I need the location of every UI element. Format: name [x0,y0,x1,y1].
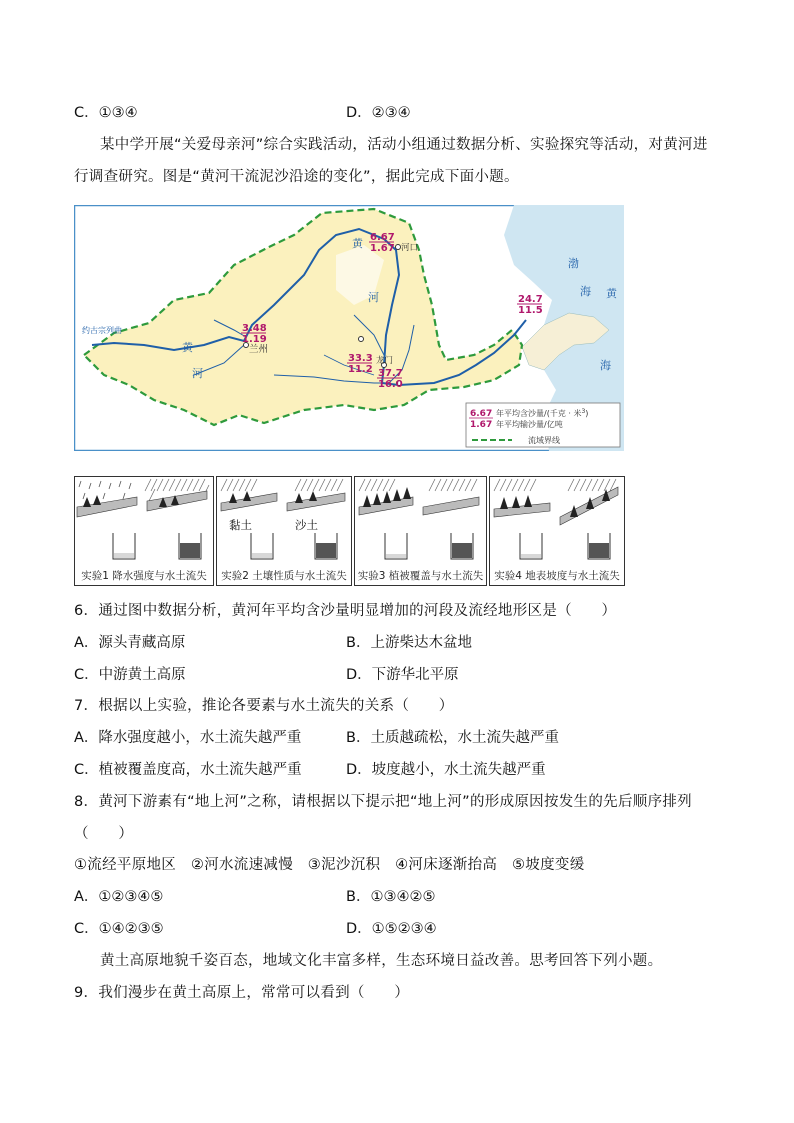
q8-steps: ①流经平原地区 ②河水流速减慢 ③泥沙沉积 ④河床逐渐抬高 ⑤坡度变缓 [74,857,585,873]
q6-option-c: C．中游黄土高原 [74,667,186,683]
experiment-2-panel [216,476,352,586]
legend-load-label: 年平均输沙量/亿吨 [496,420,563,429]
label-lanzhou: 兰州 [249,344,269,355]
station-hekou-values [369,232,395,254]
map-legend [466,403,620,447]
station-3-sediment-conc: 33.3 [348,353,373,364]
station-1-sediment-load: 1.67 [370,243,395,254]
label-hai-1: 海 [580,285,591,298]
experiment-2-caption: 实验2 土壤性质与水土流失 [221,570,347,582]
q8-paren: （ ） [74,826,134,842]
q7-stem: 7．根据以上实验，推论各要素与水土流失的关系（ ） [74,698,454,714]
q8-option-c: C．①④②③⑤ [74,921,164,937]
station-longmen-values [347,353,373,375]
experiment-1-panel [74,476,214,586]
q9-stem: 9．我们漫步在黄土高原上，常常可以看到（ ） [74,985,410,1001]
q8-option-b: B．①③④②⑤ [346,889,436,905]
legend-boundary-label: 流域界线 [528,436,560,445]
station-lanzhou-values [241,323,267,345]
legend-concentration-label: 年平均含沙量/(千克 · 米$^3$) [496,408,589,418]
intro-2: 黄土高原地貌千姿百态，地域文化丰富多样，生态环境日益改善。思考回答下列小题。 [100,953,663,969]
q6-stem: 6．通过图中数据分析，黄河年平均含沙量明显增加的河段及流经地形区是（ ） [74,603,617,619]
q8-option-a: A．①②③④⑤ [74,889,164,905]
station-4-sediment-conc: 37.7 [378,368,403,379]
label-he-2: 河 [192,367,203,380]
experiment-3-panel [354,476,487,586]
q6-option-d: D．下游华北平原 [346,667,459,683]
q6-option-b: B．上游柴达木盆地 [346,635,472,651]
label-yueguzonglie: 约古宗列曲 [82,326,122,335]
experiment-1-caption: 实验1 降水强度与水土流失 [81,570,207,582]
soil-sand-label: 沙土 [295,518,318,532]
station-5-sediment-conc: 24.7 [518,294,543,305]
station-5-sediment-load: 11.5 [518,305,543,316]
q7-option-b: B．土质越疏松，水土流失越严重 [346,730,559,746]
q6-option-a: A．源头青藏高原 [74,635,186,651]
legend-sample-top: 6.67 [470,409,493,419]
station-3-sediment-load: 11.2 [348,364,373,375]
experiment-3-caption: 实验3 植被覆盖与水土流失 [357,570,484,582]
label-hai-2: 海 [600,359,611,372]
label-he-1: 河 [368,291,379,304]
experiment-4-panel [489,476,625,586]
q7-option-c: C．植被覆盖度高，水土流失越严重 [74,762,302,778]
q8-option-d: D．①⑤②③④ [346,921,437,937]
station-2-sediment-load: 1.19 [242,334,267,345]
q5-option-d: D．②③④ [346,105,411,121]
soil-clay-label: 黏土 [229,518,252,532]
intro-line-1: 某中学开展“关爱母亲河”综合实践活动，活动小组通过数据分析、实验探究等活动，对黄河进 [100,137,708,153]
label-huang-1: 黄 [352,237,363,250]
station-sanmenxia-values [377,368,403,390]
label-bo: 渤 [568,257,579,270]
label-huang-sea: 黄 [606,287,617,300]
q5-option-c: C．①③④ [74,105,138,121]
station-lijin-values [517,294,543,316]
label-longmen: 龙门 [376,356,394,366]
intro-line-2: 行调查研究。图是“黄河干流泥沙沿途的变化”，据此完成下面小题。 [74,169,519,185]
station-1-sediment-conc: 6.67 [370,232,395,243]
label-hekou: 河口 [401,243,419,253]
station-4-sediment-load: 16.0 [378,379,403,390]
yellow-river-sediment-map [74,205,624,451]
q8-stem: 8．黄河下游素有“地上河”之称，请根据以下提示把“地上河”的形成原因按发生的先后顺序排列 [74,794,692,810]
q7-option-a: A．降水强度越小，水土流失越严重 [74,730,302,746]
label-huang-2: 黄 [182,341,193,354]
legend-sample-bottom: 1.67 [470,420,493,430]
q7-option-d: D．坡度越小，水土流失越严重 [346,762,546,778]
station-2-sediment-conc: 3.48 [242,323,267,334]
experiment-4-caption: 实验4 地表坡度与水土流失 [494,570,620,582]
